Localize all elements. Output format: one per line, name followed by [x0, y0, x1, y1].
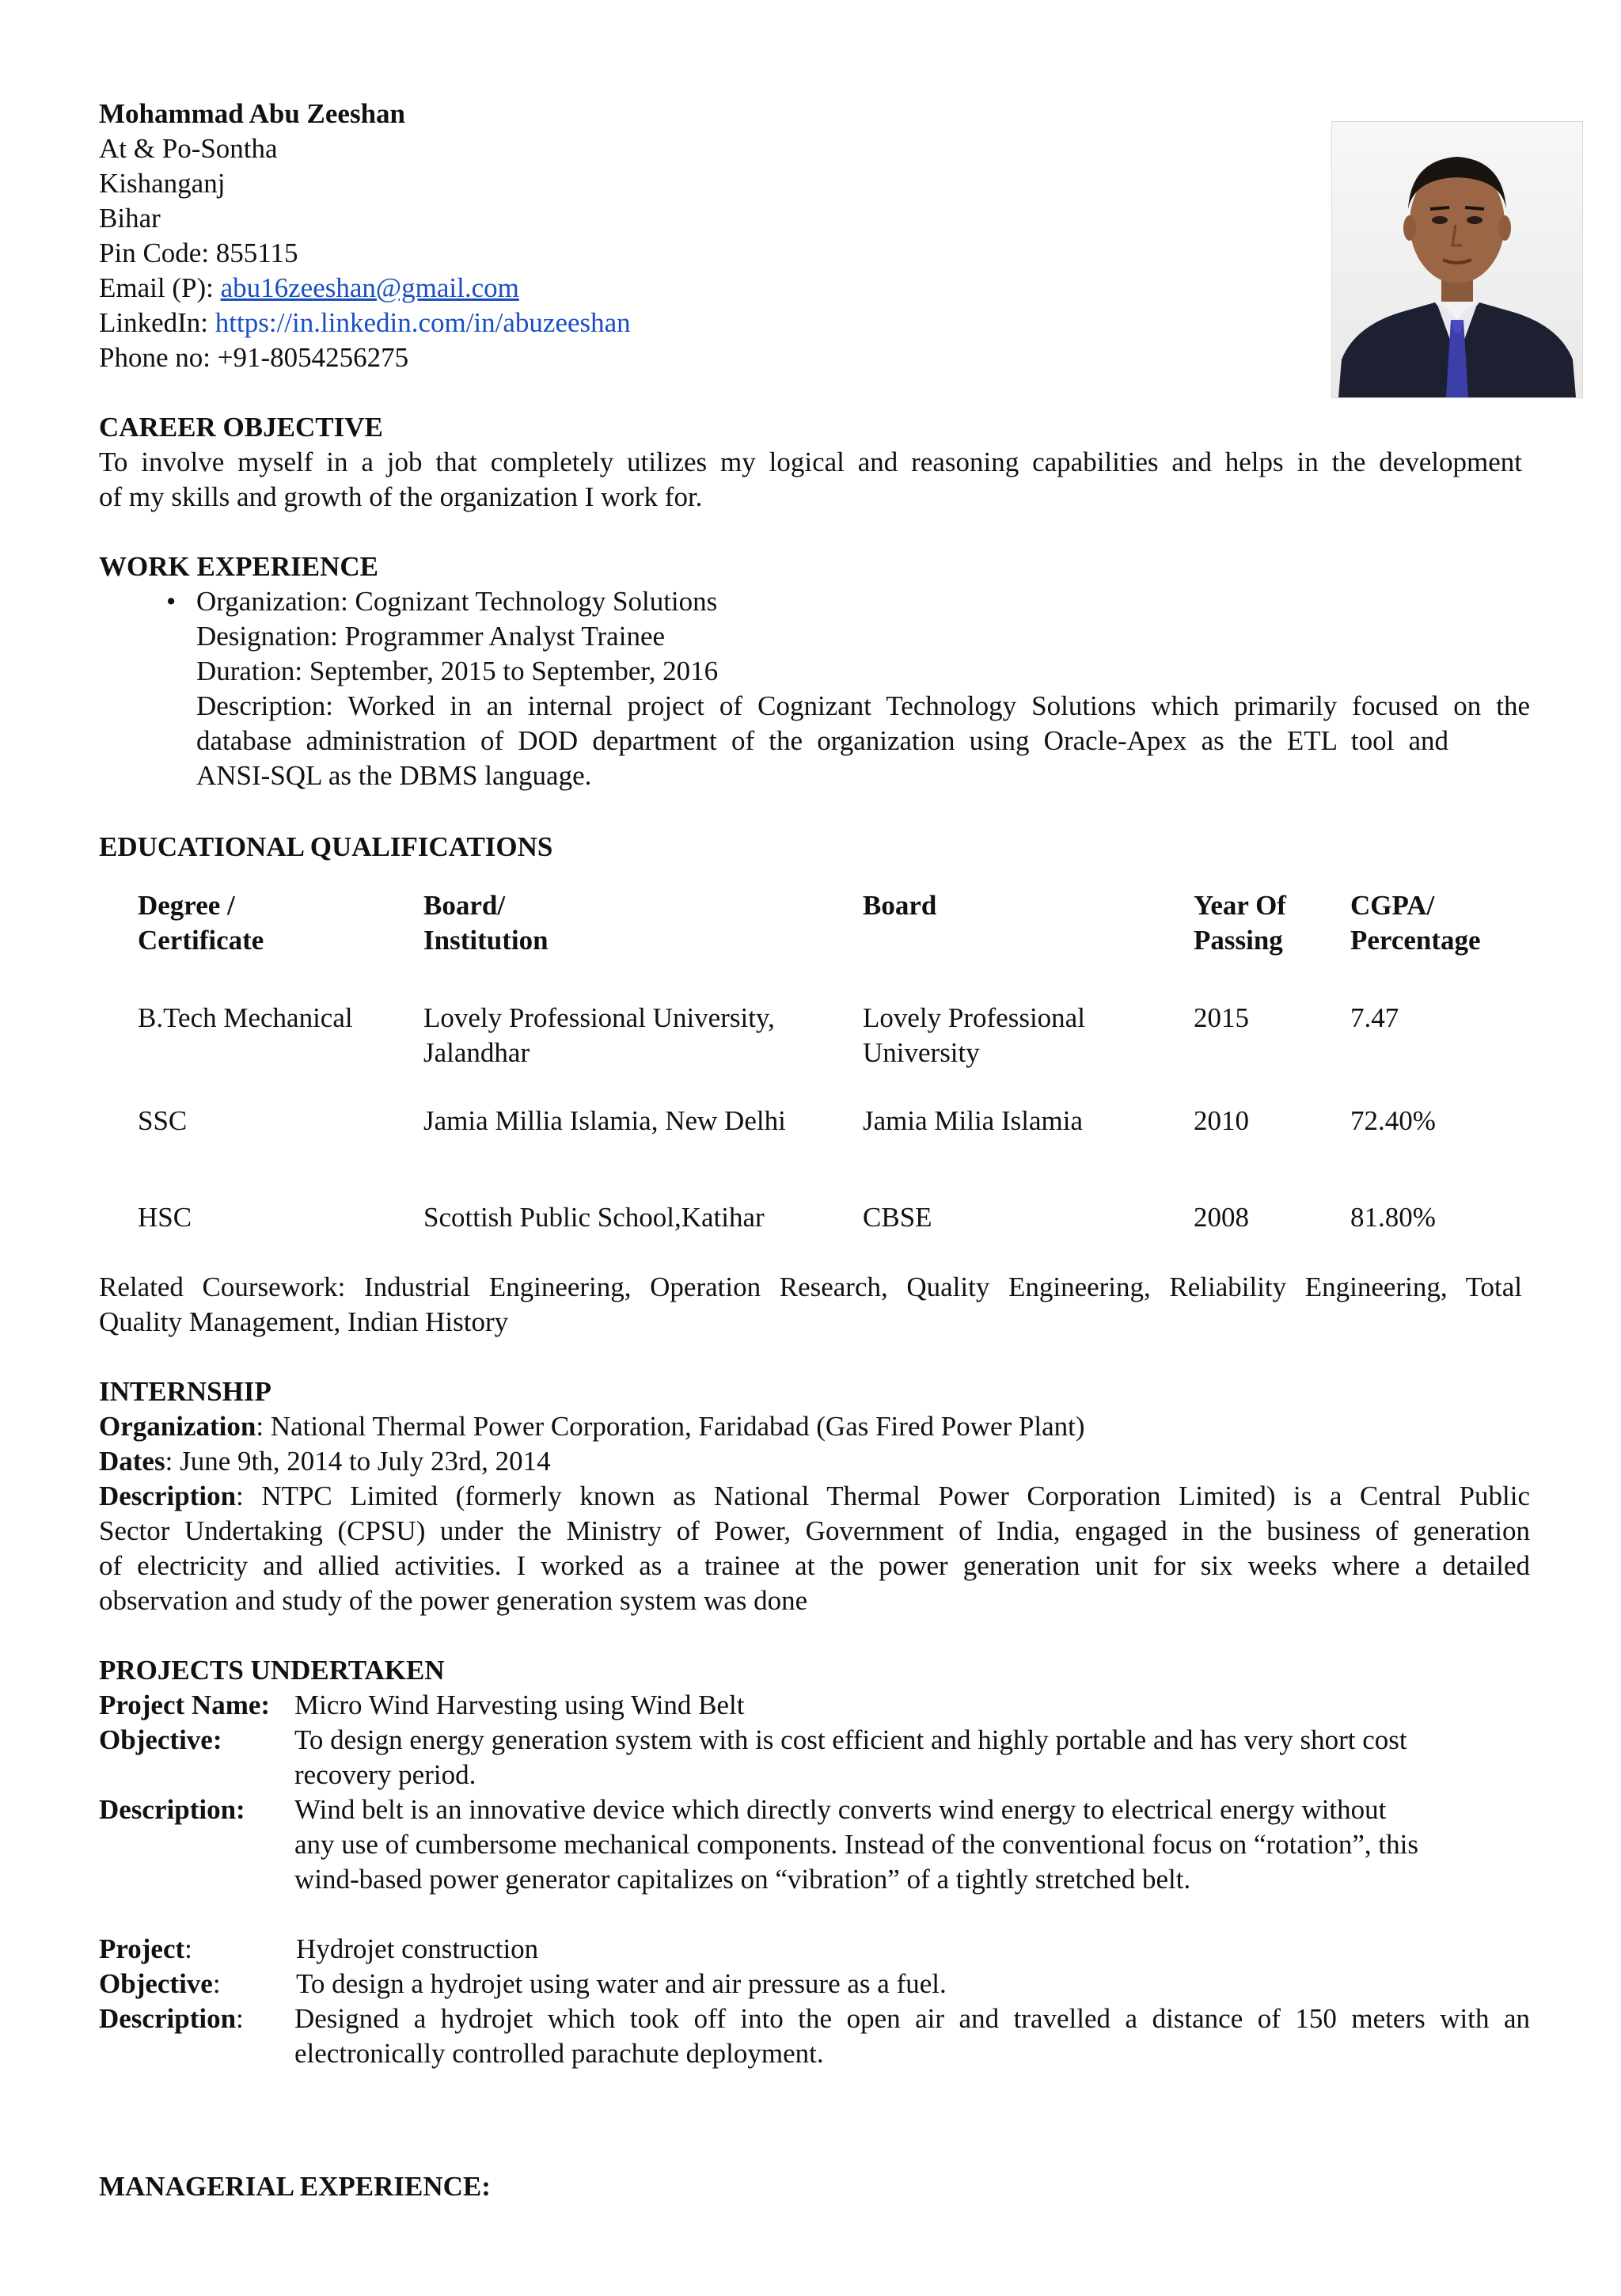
table-row-year: 2008	[1194, 1202, 1249, 1233]
managerial-experience-heading: MANAGERIAL EXPERIENCE:	[99, 2171, 491, 2202]
linkedin-row	[99, 306, 631, 340]
internship-description-line-3: of electricity and allied activities. I worked as a trainee at the power generation unit for six weeks where a detailed	[99, 1550, 1530, 1581]
column-header-board: Board	[863, 890, 937, 921]
internship-description-line-2: Sector Undertaking (CPSU) under the Ministry of Power, Government of India, engaged in the business of generation	[99, 1515, 1530, 1546]
table-row-year: 2015	[1194, 1002, 1249, 1033]
email-row	[99, 271, 519, 306]
table-row-institution: Lovely Professional University, Jalandhar	[423, 1002, 775, 1068]
table-row-year: 2010	[1194, 1105, 1249, 1136]
internship-heading: INTERNSHIP	[99, 1376, 271, 1407]
table-row-institution: Scottish Public School,Katihar	[423, 1202, 765, 1233]
work-experience-heading: WORK EXPERIENCE	[99, 551, 378, 582]
project-2-name: Hydrojet construction	[296, 1933, 539, 1964]
internship-description-line-4: observation and study of the power generation system was done	[99, 1585, 808, 1616]
linkedin-label: LinkedIn:	[99, 307, 209, 338]
project-1-objective-line-1: To design energy generation system with is cost efficient and highly portable and has very short cost	[294, 1724, 1407, 1755]
bullet-icon: •	[166, 586, 177, 617]
projects-heading: PROJECTS UNDERTAKEN	[99, 1655, 445, 1686]
project-1-description-line-3: wind-based power generator capitalizes on “vibration” of a tightly stretched belt.	[294, 1864, 1191, 1895]
table-row-degree: B.Tech Mechanical	[138, 1002, 353, 1033]
project-2-objective-label: Objective:	[99, 1968, 221, 1999]
coursework-line-1: Related Coursework: Industrial Engineering, Operation Research, Quality Engineering, Reliability Engineering, Total	[99, 1272, 1522, 1302]
project-1-objective-line-2: recovery period.	[294, 1759, 476, 1790]
table-row-degree: HSC	[138, 1202, 192, 1233]
work-duration: Duration: September, 2015 to September, 2016	[196, 656, 719, 686]
pin-code: Pin Code: 855115	[99, 238, 298, 268]
linkedin-link[interactable]: https://in.linkedin.com/in/abuzeeshan	[214, 307, 631, 338]
project-2-name-label: Project:	[99, 1933, 192, 1964]
work-description-line-3: ANSI-SQL as the DBMS language.	[196, 760, 592, 791]
phone-number: Phone no: +91-8054256275	[99, 342, 409, 373]
project-2-objective: To design a hydrojet using water and air pressure as a fuel.	[296, 1968, 947, 1999]
column-header-institution: Board/ Institution	[423, 890, 549, 956]
career-objective-line-2: of my skills and growth of the organization I work for.	[99, 481, 703, 512]
portrait-illustration	[1332, 122, 1582, 397]
table-row-score: 72.40%	[1350, 1105, 1436, 1136]
project-2-description-label: Description:	[99, 2003, 244, 2034]
profile-photo	[1331, 121, 1583, 398]
candidate-name: Mohammad Abu Zeeshan	[99, 98, 406, 129]
address-line-1: At & Po-Sontha	[99, 133, 278, 164]
table-row-score: 7.47	[1350, 1002, 1399, 1033]
project-1-description-line-2: any use of cumbersome mechanical components. Instead of the conventional focus on “rotation”, this	[294, 1829, 1418, 1860]
project-1-name: Micro Wind Harvesting using Wind Belt	[294, 1690, 745, 1720]
address-line-3: Bihar	[99, 203, 161, 234]
table-row-score: 81.80%	[1350, 1202, 1436, 1233]
table-row-board: Lovely Professional University	[863, 1002, 1085, 1068]
coursework-line-2: Quality Management, Indian History	[99, 1306, 509, 1337]
internship-dates: Dates: June 9th, 2014 to July 23rd, 2014	[99, 1446, 551, 1477]
column-header-score: CGPA/ Percentage	[1350, 890, 1481, 956]
career-objective-line-1: To involve myself in a job that completely utilizes my logical and reasoning capabilities and helps in the development	[99, 447, 1522, 477]
email-link[interactable]: abu16zeeshan@gmail.com	[220, 272, 519, 303]
project-2-description-line-1: Designed a hydrojet which took off into the open air and travelled a distance of 150 meters with an	[294, 2003, 1530, 2034]
table-row-board: Jamia Milia Islamia	[863, 1105, 1083, 1136]
table-row-degree: SSC	[138, 1105, 188, 1136]
work-description-line-1: Description: Worked in an internal project of Cognizant Technology Solutions which primarily focused on the	[196, 690, 1530, 721]
work-organization: Organization: Cognizant Technology Solutions	[196, 586, 718, 617]
table-row-board: CBSE	[863, 1202, 932, 1233]
project-1-description-label: Description:	[99, 1794, 245, 1825]
email-label: Email (P):	[99, 272, 214, 303]
education-heading: EDUCATIONAL QUALIFICATIONS	[99, 831, 553, 862]
work-description-line-2: database administration of DOD department of the organization using Oracle-Apex as the ETL tool and	[196, 725, 1448, 756]
address-line-2: Kishanganj	[99, 168, 226, 199]
career-objective-heading: CAREER OBJECTIVE	[99, 412, 383, 443]
project-1-description-line-1: Wind belt is an innovative device which directly converts wind energy to electrical energy without	[294, 1794, 1387, 1825]
column-header-degree: Degree / Certificate	[138, 890, 264, 956]
project-1-name-label: Project Name:	[99, 1690, 271, 1720]
internship-organization: Organization: National Thermal Power Corporation, Faridabad (Gas Fired Power Plant)	[99, 1411, 1085, 1442]
project-2-description-line-2: electronically controlled parachute deployment.	[294, 2038, 824, 2069]
column-header-year: Year Of Passing	[1194, 890, 1286, 956]
table-row-institution: Jamia Millia Islamia, New Delhi	[423, 1105, 786, 1136]
work-designation: Designation: Programmer Analyst Trainee	[196, 621, 666, 652]
internship-description-line-1: Description: NTPC Limited (formerly known as National Thermal Power Corporation Limited) is a Central Public	[99, 1481, 1530, 1511]
project-1-objective-label: Objective:	[99, 1724, 222, 1755]
